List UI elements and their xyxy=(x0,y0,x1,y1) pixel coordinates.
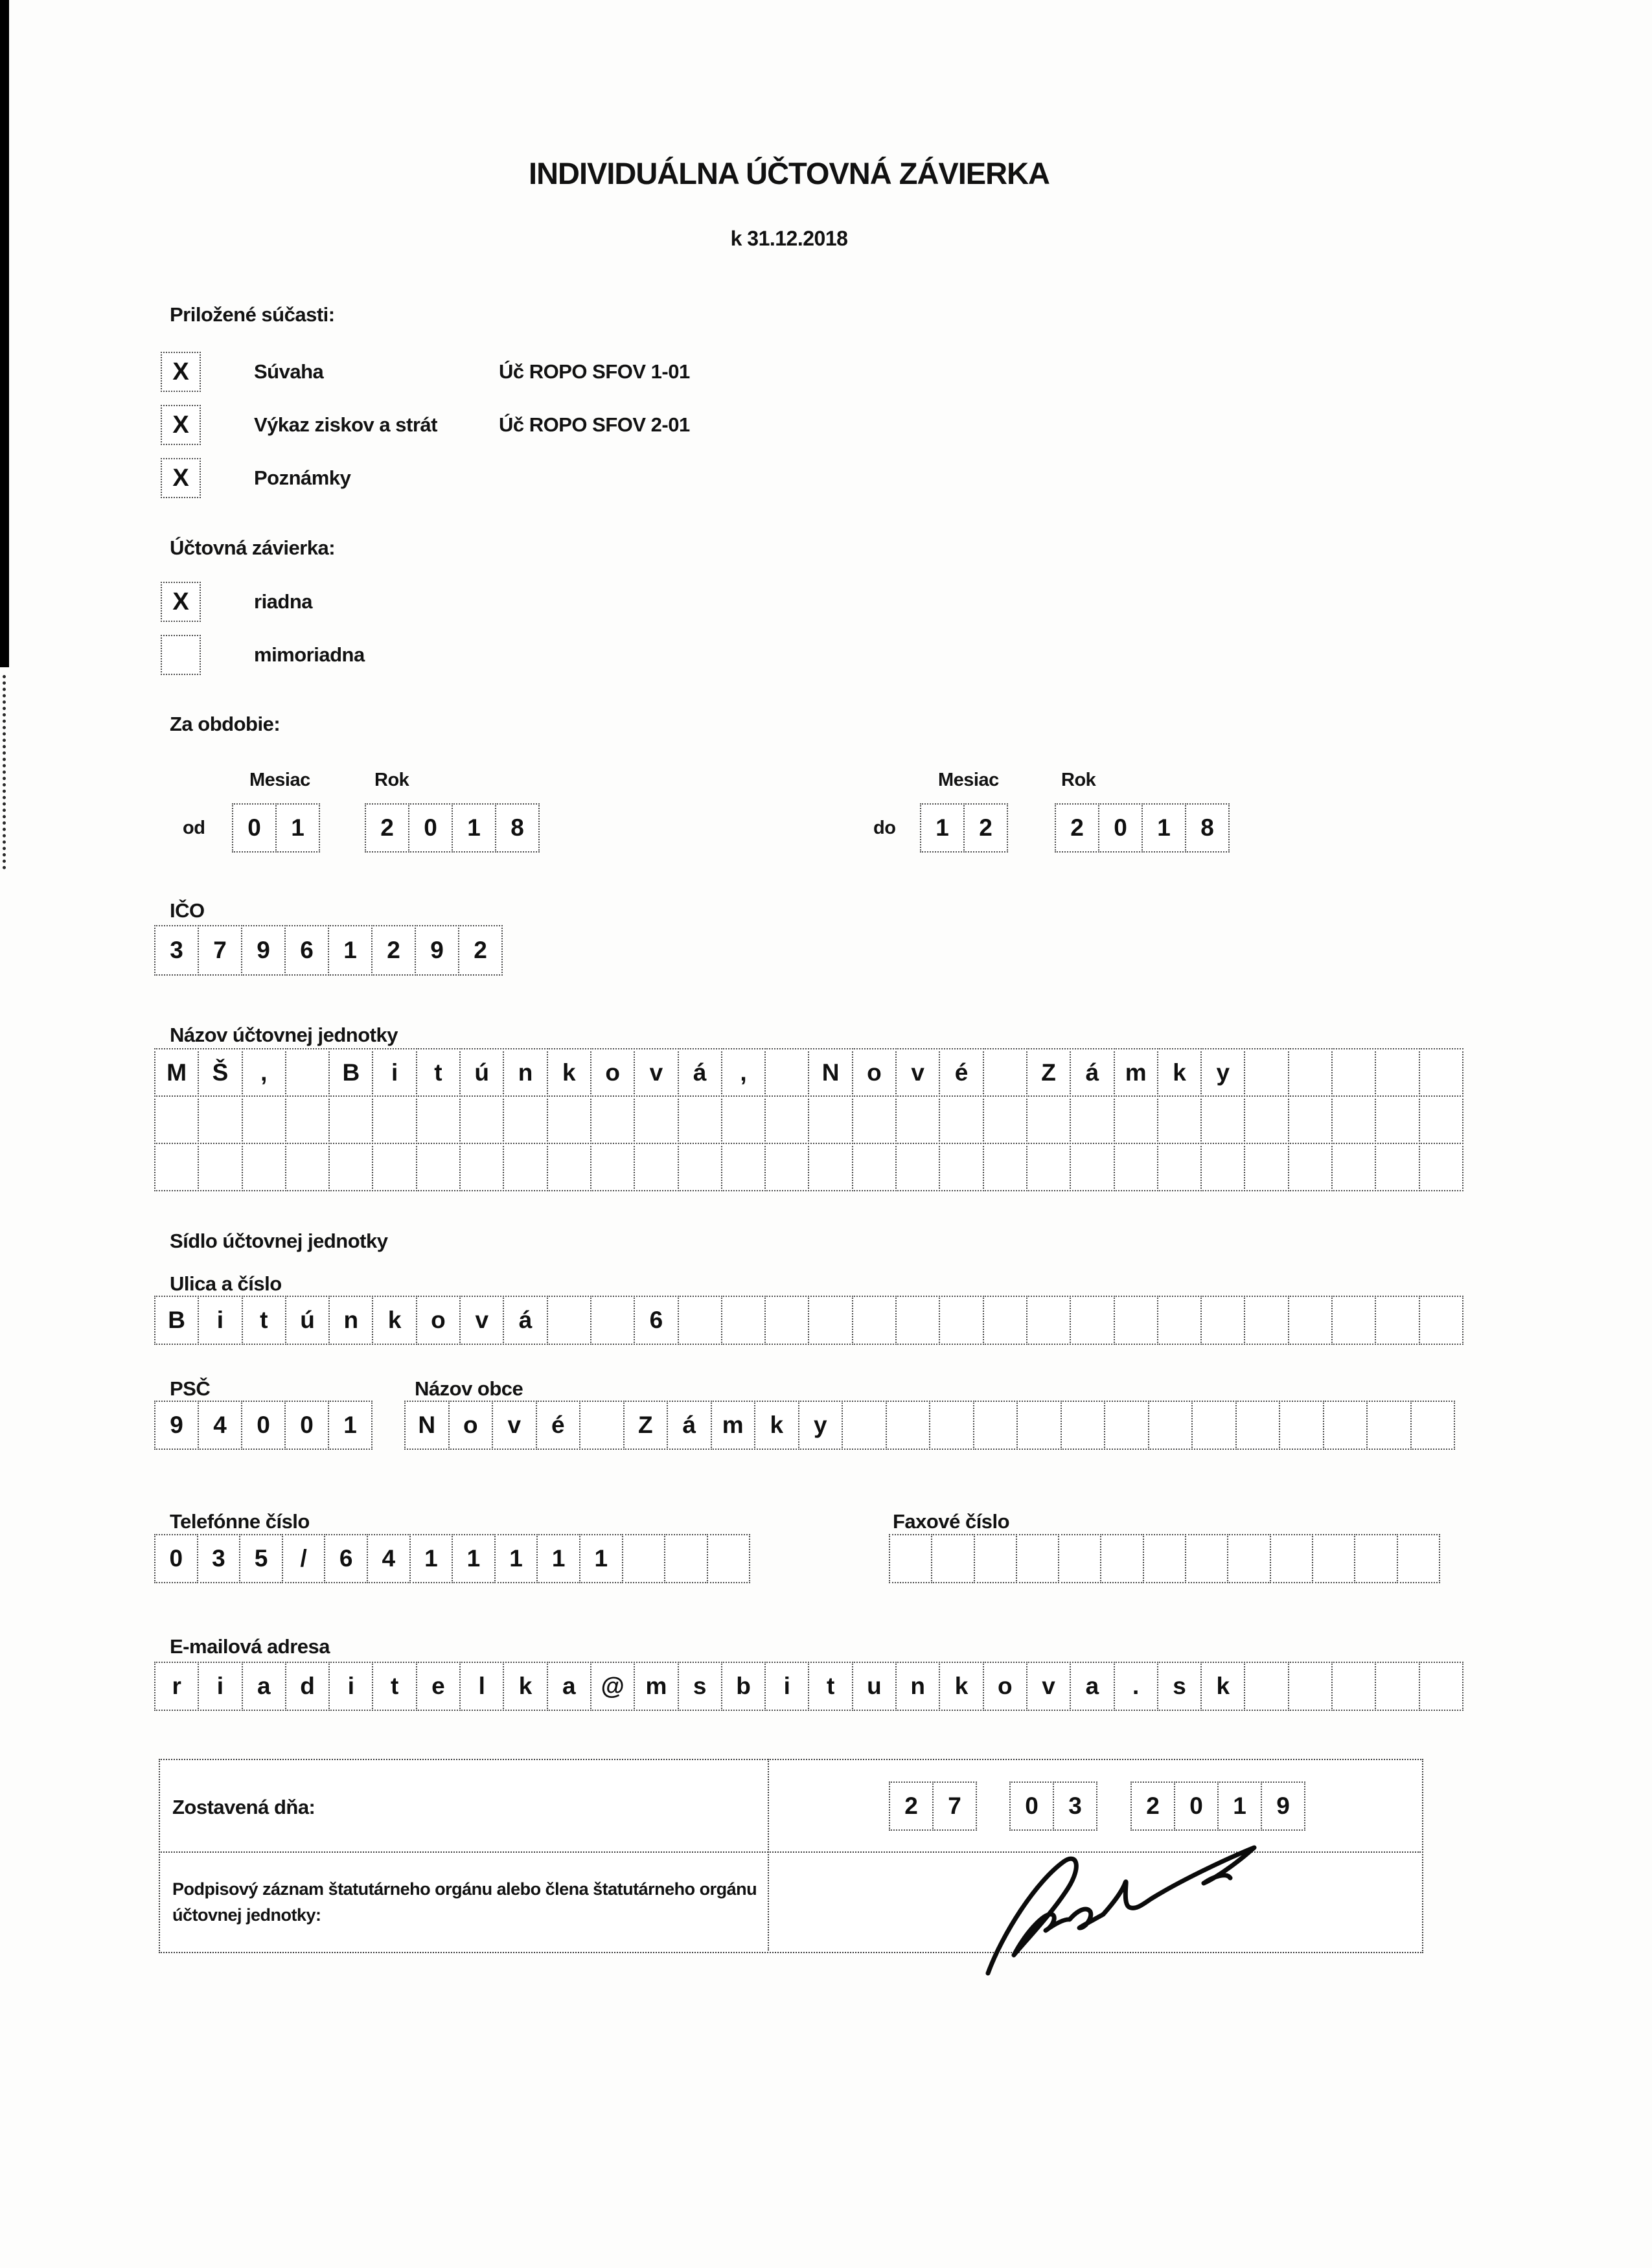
grid-cell: 1 xyxy=(409,1534,453,1583)
grid-cell: m xyxy=(1114,1048,1158,1097)
form-code-vykaz: Úč ROPO SFOV 2-01 xyxy=(499,413,690,436)
grid-cell xyxy=(1375,1048,1419,1097)
grid-cell: 2 xyxy=(365,803,409,853)
grid-cell: B xyxy=(154,1296,199,1345)
grid-cell xyxy=(328,1095,373,1144)
grid-cell xyxy=(1114,1296,1158,1345)
grid-cell: 2 xyxy=(1130,1781,1175,1831)
ico-label: IČO xyxy=(170,899,205,922)
grid-cell: v xyxy=(895,1048,940,1097)
street-label: Ulica a číslo xyxy=(170,1272,282,1295)
grid-cell xyxy=(1157,1296,1202,1345)
checkbox-vykaz: X xyxy=(161,405,201,445)
grid-cell xyxy=(590,1143,635,1191)
grid-cell xyxy=(1279,1401,1324,1450)
grid-cell xyxy=(1143,1534,1186,1583)
entity-name-grid xyxy=(154,1048,1463,1191)
grid-cell xyxy=(1331,1048,1376,1097)
grid-cell xyxy=(895,1095,940,1144)
period-to-label: do xyxy=(873,818,896,838)
street-grid xyxy=(154,1296,1463,1345)
grid-cell xyxy=(459,1143,504,1191)
grid-cell: 0 xyxy=(1009,1781,1054,1831)
grid-cell xyxy=(285,1048,330,1097)
grid-cell xyxy=(889,1534,932,1583)
label-vykaz: Výkaz ziskov a strát xyxy=(254,413,437,436)
compiled-day-grid xyxy=(889,1781,977,1831)
grid-cell xyxy=(590,1296,635,1345)
grid-cell xyxy=(590,1095,635,1144)
psc-label: PSČ xyxy=(170,1377,211,1400)
grid-cell: 6 xyxy=(324,1534,368,1583)
grid-cell xyxy=(1288,1296,1333,1345)
compiled-month-grid xyxy=(1009,1781,1097,1831)
grid-cell: k xyxy=(754,1401,799,1450)
grid-cell xyxy=(974,1534,1017,1583)
grid-cell xyxy=(1227,1534,1270,1583)
grid-cell xyxy=(1157,1095,1202,1144)
grid-cell xyxy=(1070,1296,1114,1345)
grid-cell xyxy=(1288,1662,1333,1711)
grid-cell: k xyxy=(503,1662,547,1711)
fax-grid xyxy=(889,1534,1440,1583)
grid-cell xyxy=(154,1143,199,1191)
grid-cell xyxy=(678,1143,722,1191)
grid-cell xyxy=(503,1095,547,1144)
grid-cell: a xyxy=(1070,1662,1114,1711)
email-label: E-mailová adresa xyxy=(170,1635,330,1658)
grid-cell: i xyxy=(198,1662,242,1711)
grid-cell xyxy=(1026,1143,1071,1191)
grid-cell: m xyxy=(711,1401,756,1450)
checkbox-poznamky: X xyxy=(161,458,201,498)
grid-cell xyxy=(808,1143,853,1191)
grid-cell: Z xyxy=(1026,1048,1071,1097)
grid-cell: ú xyxy=(285,1296,330,1345)
grid-cell xyxy=(198,1095,242,1144)
grid-cell xyxy=(764,1143,809,1191)
grid-cell xyxy=(1016,1534,1059,1583)
grid-cell xyxy=(547,1143,591,1191)
grid-cell xyxy=(1375,1143,1419,1191)
grid-cell xyxy=(931,1534,974,1583)
grid-cell xyxy=(1288,1095,1333,1144)
label-suvaha: Súvaha xyxy=(254,360,324,383)
grid-cell xyxy=(1200,1143,1245,1191)
fax-label: Faxové číslo xyxy=(893,1510,1010,1533)
grid-cell xyxy=(1288,1143,1333,1191)
grid-cell xyxy=(1397,1534,1440,1583)
grid-cell xyxy=(1270,1534,1313,1583)
grid-cell xyxy=(634,1143,678,1191)
grid-cell: 0 xyxy=(1098,803,1143,853)
grid-cell xyxy=(1016,1401,1062,1450)
grid-cell xyxy=(1366,1401,1412,1450)
grid-cell xyxy=(1410,1401,1456,1450)
grid-cell xyxy=(328,1143,373,1191)
grid-cell xyxy=(459,1095,504,1144)
email-grid xyxy=(154,1662,1463,1711)
grid-cell: 0 xyxy=(154,1534,198,1583)
grid-cell: i xyxy=(198,1296,242,1345)
grid-cell: é xyxy=(939,1048,983,1097)
period-from-month-label: Mesiac xyxy=(249,770,310,790)
grid-cell: t xyxy=(372,1662,417,1711)
grid-cell: 1 xyxy=(1217,1781,1262,1831)
grid-cell xyxy=(852,1095,897,1144)
grid-cell: o xyxy=(448,1401,494,1450)
grid-cell: k xyxy=(1200,1662,1245,1711)
grid-cell xyxy=(983,1143,1027,1191)
period-to-year-grid xyxy=(1055,803,1230,853)
grid-cell: u xyxy=(852,1662,897,1711)
grid-cell xyxy=(1026,1095,1071,1144)
entity-name-row-3 xyxy=(154,1143,1463,1191)
grid-cell xyxy=(721,1296,766,1345)
period-to-year-label: Rok xyxy=(1061,770,1096,790)
grid-cell: Š xyxy=(198,1048,242,1097)
grid-cell: 0 xyxy=(1174,1781,1219,1831)
grid-cell xyxy=(808,1095,853,1144)
grid-cell xyxy=(285,1095,330,1144)
grid-cell xyxy=(154,1095,199,1144)
grid-cell xyxy=(1354,1534,1397,1583)
grid-cell: 1 xyxy=(275,803,320,853)
grid-cell: 3 xyxy=(154,925,199,976)
grid-cell xyxy=(1331,1143,1376,1191)
entity-name-row-2 xyxy=(154,1095,1463,1144)
grid-cell xyxy=(929,1401,974,1450)
grid-cell xyxy=(939,1296,983,1345)
grid-cell xyxy=(1026,1296,1071,1345)
grid-cell: Z xyxy=(623,1401,669,1450)
grid-cell xyxy=(707,1534,751,1583)
grid-cell: s xyxy=(1157,1662,1202,1711)
grid-cell xyxy=(852,1143,897,1191)
phone-grid xyxy=(154,1534,750,1583)
grid-cell: s xyxy=(678,1662,722,1711)
grid-cell: 2 xyxy=(1055,803,1099,853)
grid-cell xyxy=(1288,1048,1333,1097)
grid-cell: a xyxy=(242,1662,286,1711)
grid-cell xyxy=(1061,1401,1106,1450)
grid-cell: é xyxy=(536,1401,581,1450)
grid-cell xyxy=(983,1296,1027,1345)
grid-cell xyxy=(1070,1143,1114,1191)
grid-cell: v xyxy=(492,1401,537,1450)
period-from-label: od xyxy=(183,818,205,838)
grid-cell: , xyxy=(242,1048,286,1097)
grid-cell: v xyxy=(634,1048,678,1097)
document-title: INDIVIDUÁLNA ÚČTOVNÁ ZÁVIERKA xyxy=(529,156,1050,190)
grid-cell: á xyxy=(503,1296,547,1345)
grid-cell: N xyxy=(808,1048,853,1097)
grid-cell: 1 xyxy=(920,803,965,853)
address-heading: Sídlo účtovnej jednotky xyxy=(170,1230,388,1252)
grid-cell: M xyxy=(154,1048,199,1097)
grid-cell: n xyxy=(328,1296,373,1345)
grid-cell xyxy=(1244,1296,1289,1345)
document-subtitle: k 31.12.2018 xyxy=(730,227,848,250)
grid-cell: 7 xyxy=(932,1781,977,1831)
grid-cell xyxy=(1244,1095,1289,1144)
grid-cell: 1 xyxy=(579,1534,623,1583)
grid-cell xyxy=(1331,1662,1376,1711)
grid-cell: 3 xyxy=(197,1534,241,1583)
grid-cell xyxy=(1148,1401,1193,1450)
grid-cell xyxy=(1375,1296,1419,1345)
grid-cell: 9 xyxy=(241,925,286,976)
grid-cell: l xyxy=(459,1662,504,1711)
grid-cell xyxy=(1244,1048,1289,1097)
grid-cell: 0 xyxy=(232,803,277,853)
phone-label: Telefónne číslo xyxy=(170,1510,310,1533)
grid-cell: 4 xyxy=(367,1534,411,1583)
grid-cell xyxy=(285,1143,330,1191)
city-label: Názov obce xyxy=(415,1377,523,1400)
grid-cell xyxy=(939,1095,983,1144)
grid-cell: 1 xyxy=(536,1534,580,1583)
signature-label-line2: účtovnej jednotky: xyxy=(172,1905,321,1925)
grid-cell xyxy=(1419,1095,1463,1144)
grid-cell xyxy=(1312,1534,1355,1583)
grid-cell xyxy=(764,1048,809,1097)
grid-cell: d xyxy=(285,1662,330,1711)
grid-cell xyxy=(1323,1401,1368,1450)
grid-cell: 9 xyxy=(1261,1781,1305,1831)
grid-cell: 9 xyxy=(415,925,459,976)
checkbox-suvaha: X xyxy=(161,352,201,392)
period-heading: Za obdobie: xyxy=(170,713,281,735)
grid-cell: o xyxy=(852,1048,897,1097)
entity-name-row-1 xyxy=(154,1048,1463,1097)
grid-cell: k xyxy=(939,1662,983,1711)
closing-type-heading: Účtovná závierka: xyxy=(170,536,336,559)
period-from-month-grid xyxy=(232,803,320,853)
grid-cell xyxy=(1114,1095,1158,1144)
grid-cell: 2 xyxy=(371,925,416,976)
compiled-date-label: Zostavená dňa: xyxy=(172,1796,315,1818)
grid-cell: v xyxy=(459,1296,504,1345)
period-from-year-grid xyxy=(365,803,540,853)
grid-cell: 2 xyxy=(889,1781,934,1831)
grid-cell xyxy=(579,1401,625,1450)
grid-cell xyxy=(983,1095,1027,1144)
period-to-month-grid xyxy=(920,803,1008,853)
grid-cell: k xyxy=(547,1048,591,1097)
grid-cell xyxy=(721,1143,766,1191)
grid-cell: k xyxy=(372,1296,417,1345)
grid-cell xyxy=(1419,1662,1463,1711)
grid-cell: n xyxy=(895,1662,940,1711)
label-riadna: riadna xyxy=(254,590,313,613)
city-grid xyxy=(404,1401,1455,1450)
grid-cell: , xyxy=(721,1048,766,1097)
grid-cell: 3 xyxy=(1053,1781,1097,1831)
grid-cell: 1 xyxy=(328,925,373,976)
period-from-year-label: Rok xyxy=(374,770,409,790)
grid-cell xyxy=(1375,1662,1419,1711)
grid-cell xyxy=(1185,1534,1228,1583)
grid-cell xyxy=(1331,1095,1376,1144)
grid-cell: y xyxy=(1200,1048,1245,1097)
psc-grid xyxy=(154,1401,373,1450)
grid-cell xyxy=(503,1143,547,1191)
grid-cell: r xyxy=(154,1662,199,1711)
grid-cell xyxy=(939,1143,983,1191)
grid-cell: m xyxy=(634,1662,678,1711)
signature-label-line1: Podpisový záznam štatutárneho orgánu alebo člena štatutárneho orgánu xyxy=(172,1879,757,1899)
grid-cell xyxy=(1419,1048,1463,1097)
grid-cell: 8 xyxy=(1185,803,1230,853)
grid-cell xyxy=(1070,1095,1114,1144)
grid-cell: á xyxy=(678,1048,722,1097)
grid-cell: á xyxy=(667,1401,712,1450)
grid-cell xyxy=(1235,1401,1281,1450)
grid-cell: @ xyxy=(590,1662,635,1711)
grid-cell xyxy=(1419,1296,1463,1345)
grid-cell xyxy=(764,1095,809,1144)
grid-cell xyxy=(842,1401,887,1450)
grid-cell xyxy=(1331,1296,1376,1345)
grid-cell: n xyxy=(503,1048,547,1097)
grid-cell xyxy=(547,1095,591,1144)
grid-cell xyxy=(764,1296,809,1345)
ico-grid xyxy=(154,925,503,976)
grid-cell: 1 xyxy=(494,1534,538,1583)
grid-cell: N xyxy=(404,1401,450,1450)
grid-cell: t xyxy=(242,1296,286,1345)
grid-cell: / xyxy=(282,1534,326,1583)
grid-cell: i xyxy=(328,1662,373,1711)
grid-cell: 2 xyxy=(963,803,1008,853)
grid-cell: i xyxy=(764,1662,809,1711)
grid-cell: o xyxy=(416,1296,461,1345)
grid-cell: 7 xyxy=(198,925,242,976)
grid-cell: i xyxy=(372,1048,417,1097)
grid-cell: b xyxy=(721,1662,766,1711)
grid-cell xyxy=(1419,1143,1463,1191)
grid-cell xyxy=(1375,1095,1419,1144)
entity-name-label: Názov účtovnej jednotky xyxy=(170,1024,398,1046)
grid-cell: ú xyxy=(459,1048,504,1097)
grid-cell: 1 xyxy=(1141,803,1186,853)
grid-cell: . xyxy=(1114,1662,1158,1711)
grid-cell xyxy=(721,1095,766,1144)
grid-cell: 2 xyxy=(458,925,503,976)
grid-cell: 1 xyxy=(452,803,496,853)
grid-cell: v xyxy=(1026,1662,1071,1711)
grid-cell xyxy=(664,1534,708,1583)
grid-cell: B xyxy=(328,1048,373,1097)
grid-cell: o xyxy=(983,1662,1027,1711)
checkbox-riadna: X xyxy=(161,582,201,622)
grid-cell xyxy=(1157,1143,1202,1191)
scan-edge-bar xyxy=(0,0,9,667)
grid-cell xyxy=(242,1095,286,1144)
grid-cell: 9 xyxy=(154,1401,199,1450)
grid-cell: a xyxy=(547,1662,591,1711)
checkbox-mimoriadna xyxy=(161,635,201,675)
grid-cell: 1 xyxy=(328,1401,373,1450)
scan-edge-dashes xyxy=(3,675,7,869)
grid-cell xyxy=(1200,1095,1245,1144)
grid-cell xyxy=(416,1095,461,1144)
grid-cell: e xyxy=(416,1662,461,1711)
grid-cell xyxy=(895,1143,940,1191)
grid-cell xyxy=(895,1296,940,1345)
grid-cell xyxy=(1191,1401,1237,1450)
grid-cell: á xyxy=(1070,1048,1114,1097)
grid-cell xyxy=(852,1296,897,1345)
grid-cell: t xyxy=(808,1662,853,1711)
grid-cell: 0 xyxy=(408,803,453,853)
grid-cell: 8 xyxy=(495,803,540,853)
grid-cell xyxy=(634,1095,678,1144)
grid-cell xyxy=(678,1095,722,1144)
grid-cell xyxy=(1104,1401,1149,1450)
grid-cell: 4 xyxy=(198,1401,242,1450)
grid-cell xyxy=(372,1143,417,1191)
grid-cell xyxy=(1058,1534,1101,1583)
form-code-suvaha: Úč ROPO SFOV 1-01 xyxy=(499,360,690,383)
grid-cell: k xyxy=(1157,1048,1202,1097)
grid-cell xyxy=(808,1296,853,1345)
label-mimoriadna: mimoriadna xyxy=(254,643,365,666)
attachments-heading: Priložené súčasti: xyxy=(170,303,335,326)
grid-cell: 1 xyxy=(452,1534,496,1583)
grid-cell: 6 xyxy=(284,925,329,976)
grid-cell: 6 xyxy=(634,1296,678,1345)
grid-cell xyxy=(198,1143,242,1191)
grid-cell xyxy=(1244,1662,1289,1711)
signature xyxy=(969,1844,1273,1986)
grid-cell xyxy=(242,1143,286,1191)
grid-cell: o xyxy=(590,1048,635,1097)
grid-cell xyxy=(372,1095,417,1144)
grid-cell: t xyxy=(416,1048,461,1097)
grid-cell: y xyxy=(798,1401,843,1450)
grid-cell xyxy=(1200,1296,1245,1345)
grid-cell xyxy=(678,1296,722,1345)
grid-cell xyxy=(973,1401,1018,1450)
grid-cell xyxy=(1114,1143,1158,1191)
grid-cell xyxy=(886,1401,931,1450)
grid-cell xyxy=(983,1048,1027,1097)
grid-cell xyxy=(1100,1534,1143,1583)
grid-cell: 5 xyxy=(239,1534,283,1583)
grid-cell xyxy=(1244,1143,1289,1191)
label-poznamky: Poznámky xyxy=(254,466,351,489)
grid-cell xyxy=(622,1534,666,1583)
grid-cell: 0 xyxy=(284,1401,329,1450)
grid-cell xyxy=(547,1296,591,1345)
period-to-month-label: Mesiac xyxy=(938,770,999,790)
compiled-year-grid xyxy=(1130,1781,1305,1831)
footer-table-vertical-divider xyxy=(768,1759,769,1951)
grid-cell: 0 xyxy=(241,1401,286,1450)
grid-cell xyxy=(416,1143,461,1191)
